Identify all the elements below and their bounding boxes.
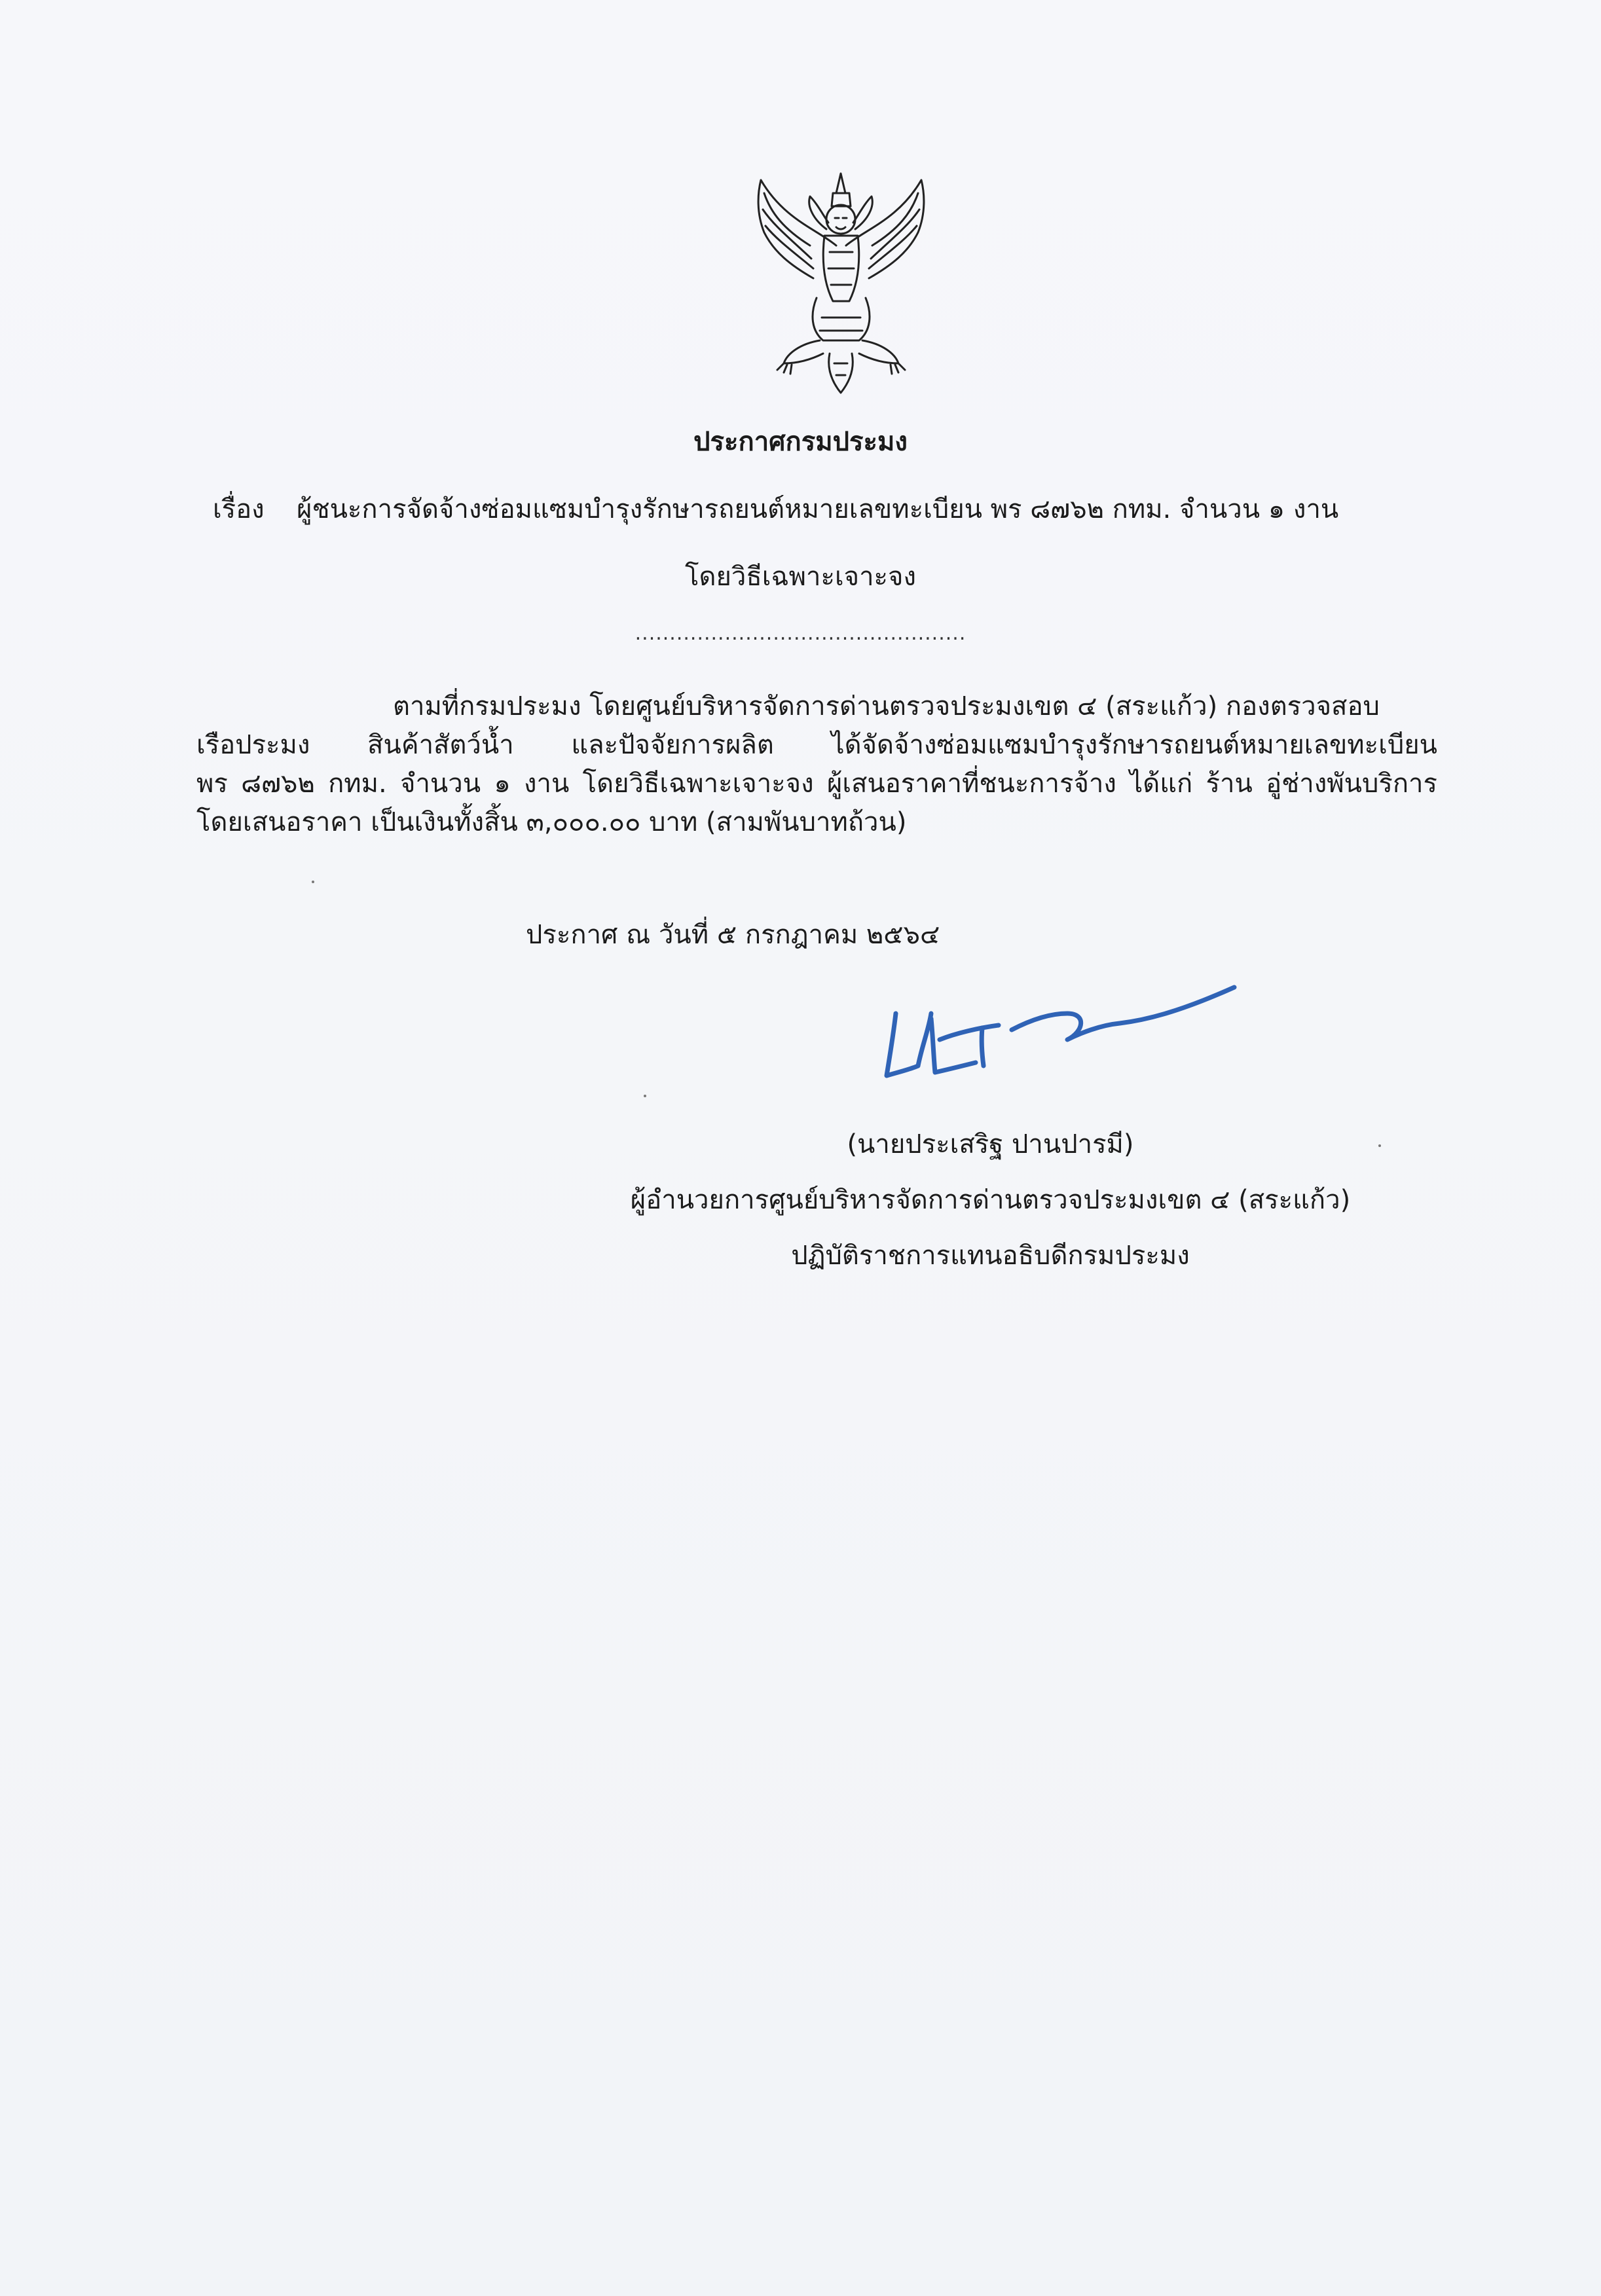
subject-text: ผู้ชนะการจัดจ้างซ่อมแซมบำรุงรักษารถยนต์หมายเลขทะเบียน พร ๘๗๖๒ กทม. จำนวน ๑ งาน bbox=[297, 494, 1339, 524]
handwritten-signature bbox=[871, 968, 1244, 1092]
subject-lead: เรื่อง bbox=[213, 494, 265, 524]
subject-continuation: โดยวิธีเฉพาะเจาะจง bbox=[684, 562, 917, 592]
body-paragraph bbox=[196, 687, 1437, 842]
signatory-position: ผู้อำนวยการศูนย์บริหารจัดการด่านตรวจประมงเขต ๔ (สระแก้ว) bbox=[630, 1185, 1351, 1215]
subject-line bbox=[213, 488, 1338, 530]
scan-speck bbox=[1378, 1144, 1381, 1147]
scan-speck bbox=[644, 1095, 646, 1097]
scan-speck bbox=[312, 881, 314, 883]
body-line: เรือประมง สินค้าสัตว์น้ำ และปัจจัยการผลิต ได้จัดจ้างซ่อมแซมบำรุงรักษารถยนต์หมายเลขทะเบียน bbox=[196, 730, 1437, 760]
document-title: ประกาศกรมประมง bbox=[693, 427, 908, 457]
announcement-date: ประกาศ ณ วันที่ ๕ กรกฎาคม ๒๕๖๔ bbox=[526, 920, 940, 950]
body-line: โดยเสนอราคา เป็นเงินทั้งสิ้น ๓,๐๐๐.๐๐ บาท (สามพันบาทถ้วน) bbox=[196, 807, 907, 837]
garuda-emblem-icon bbox=[738, 167, 944, 396]
separator-dotted-line: ................................................ bbox=[635, 622, 966, 645]
body-line: ตามที่กรมประมง โดยศูนย์บริหารจัดการด่านตรวจประมงเขต ๔ (สระแก้ว) กองตรวจสอบ bbox=[393, 691, 1380, 721]
signatory-name: (นายประเสริฐ ปานปารมี) bbox=[847, 1129, 1134, 1159]
signatory-acting-title: ปฏิบัติราชการแทนอธิบดีกรมประมง bbox=[791, 1241, 1190, 1271]
body-line: พร ๘๗๖๒ กทม. จำนวน ๑ งาน โดยวิธีเฉพาะเจาะจง ผู้เสนอราคาที่ชนะการจ้าง ได้แก่ ร้าน อู่ช่างพันบริการ bbox=[196, 769, 1437, 799]
